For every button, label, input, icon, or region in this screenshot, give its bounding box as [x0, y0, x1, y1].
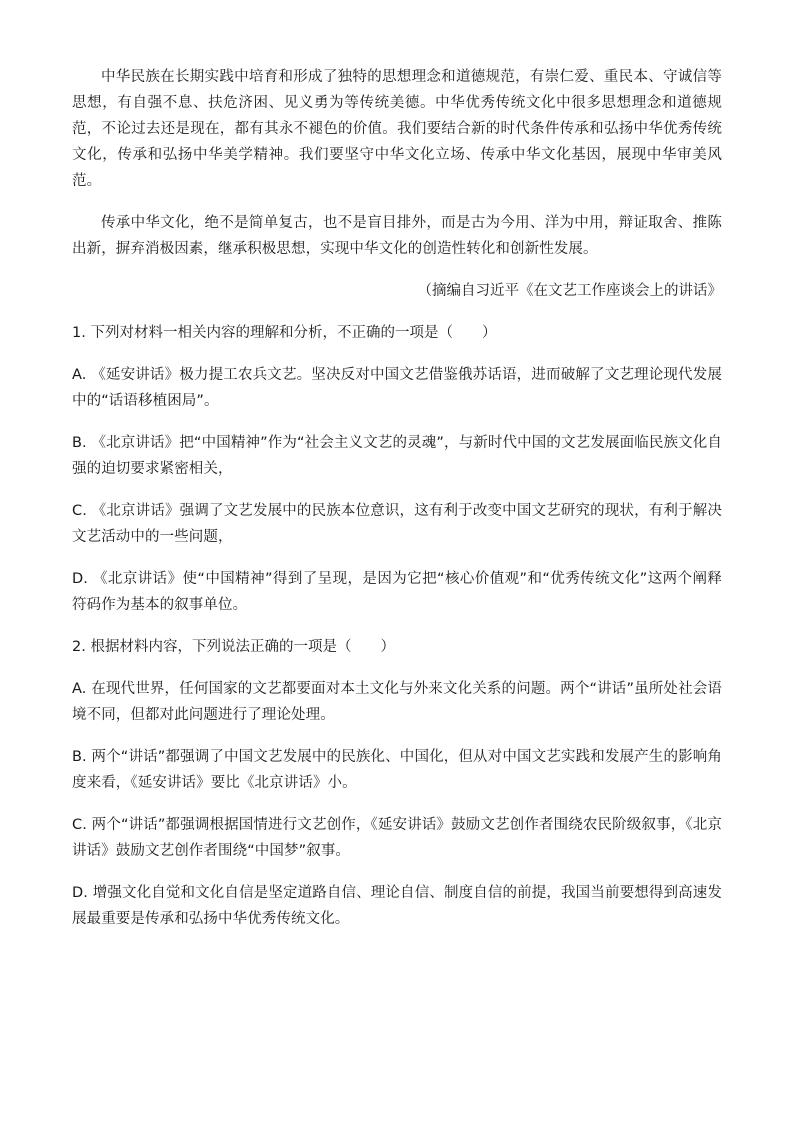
document-page: [72, 64, 722, 948]
question-stem: 2. 根据材料内容，下列说法正确的一项是（ ）: [72, 639, 395, 655]
passage-paragraph: 中华民族在长期实践中培育和形成了独特的思想理念和道德规范，有崇仁爱、重民本、守诚信等思想，有自强不息、扶危济困、见义勇为等传统美德。中华优秀传统文化中很多思想理念和道德规范，不论过去还是现在，都有其永不褪色的价值。我们要结合新的时代条件传承和弘扬中华优秀传统文化，传承和弘扬中华美学精神。我们要坚守中华文化立场、传承中华文化基因，展现中华审美风范。: [72, 69, 722, 189]
option-a: A. 《延安讲话》极力提工农兵文艺。坚决反对中国文艺借鉴俄苏话语，进而破解了文艺理论现代发展中的“话语移植困局”。: [72, 367, 722, 409]
passage-paragraph: 传承中华文化，绝不是简单复古，也不是盲目排外，而是古为今用、洋为中用，辩证取舍、推陈出新，摒弃消极因素，继承积极思想，实现中华文化的创造性转化和创新性发展。: [72, 215, 722, 257]
option-d: D. 《北京讲话》使“中国精神”得到了呈现，是因为它把“核心价值观”和“优秀传统文化”这两个阐释符码作为基本的叙事单位。: [72, 571, 722, 613]
option-c: C. 两个“讲话”都强调根据国情进行文艺创作，《延安讲话》鼓励文艺创作者围绕农民阶级叙事，《北京讲话》鼓励文艺创作者围绕“中国梦”叙事。: [72, 817, 722, 859]
option-c: C. 《北京讲话》强调了文艺发展中的民族本位意识，这有利于改变中国文艺研究的现状，有利于解决文艺活动中的一些问题，: [72, 503, 722, 545]
question-2: [72, 634, 722, 932]
passage-source: （摘编自习近平《在文艺工作座谈会上的讲话》: [417, 283, 722, 299]
question-1: [72, 320, 722, 618]
option-d: D. 增强文化自觉和文化自信是坚定道路自信、理论自信、制度自信的前提，我国当前要想得到高速发展最重要是传承和弘扬中华优秀传统文化。: [72, 885, 722, 927]
option-a: A. 在现代世界，任何国家的文艺都要面对本土文化与外来文化关系的问题。两个“讲话”虽所处社会语境不同，但都对此问题进行了理论处理。: [72, 681, 722, 723]
option-b: B. 《北京讲话》把“中国精神”作为“社会主义文艺的灵魂”，与新时代中国的文艺发展面临民族文化自强的迫切要求紧密相关，: [72, 435, 722, 477]
option-b: B. 两个“讲话”都强调了中国文艺发展中的民族化、中国化，但从对中国文艺实践和发展产生的影响角度来看，《延安讲话》要比《北京讲话》小。: [72, 749, 722, 791]
question-stem: 1. 下列对材料一相关内容的理解和分析，不正确的一项是（ ）: [72, 325, 497, 341]
